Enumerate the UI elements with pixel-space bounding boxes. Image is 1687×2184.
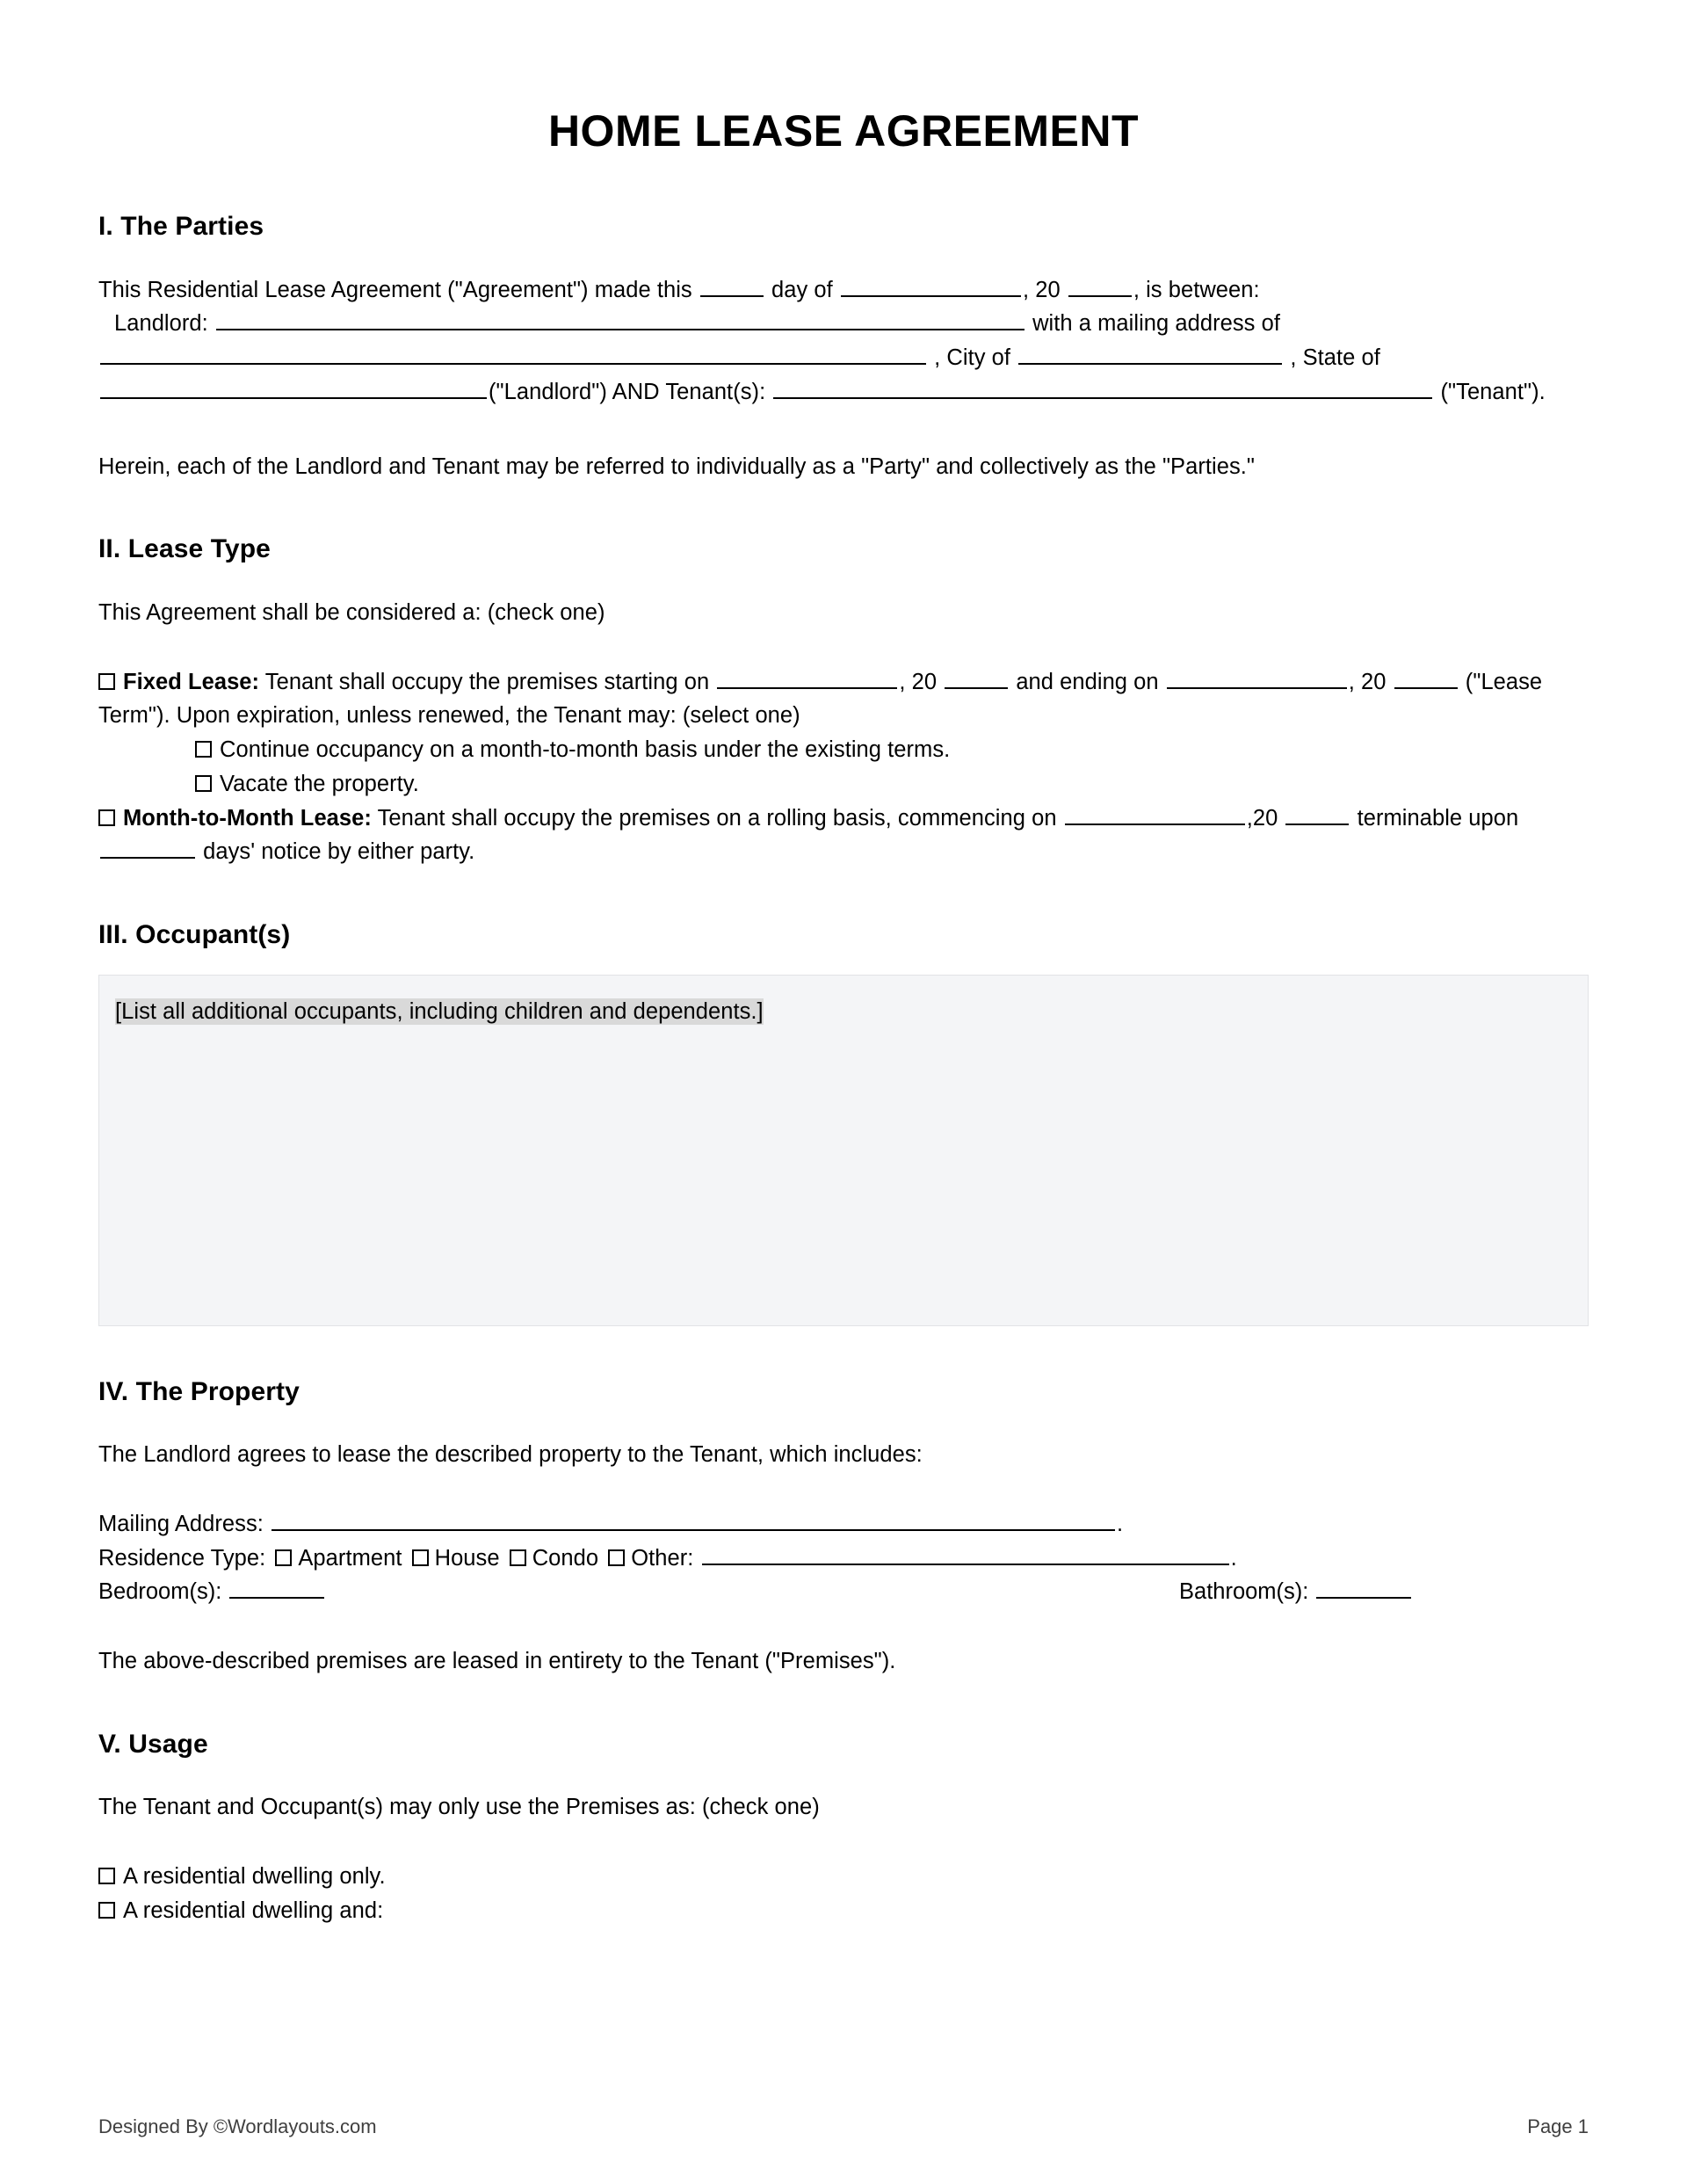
fixed-lease-text-d: , 20 — [1348, 669, 1387, 694]
state-blank[interactable] — [100, 376, 487, 399]
landlord-line — [98, 307, 1589, 341]
bathroom-count-blank[interactable] — [1316, 1576, 1411, 1599]
section-heading-lease-type: II. Lease Type — [98, 534, 271, 564]
fixed-start-year-blank[interactable] — [945, 665, 1008, 688]
mailing-address-line — [98, 1507, 1589, 1542]
month-blank[interactable] — [841, 273, 1021, 296]
residential-and-label: A residential dwelling and: — [123, 1897, 384, 1923]
residence-other-blank[interactable] — [702, 1542, 1229, 1564]
mtm-notice-days-blank[interactable] — [100, 836, 195, 859]
occupants-placeholder-text: [List all additional occupants, including children and dependents.] — [115, 998, 764, 1024]
year-blank[interactable] — [1068, 273, 1132, 296]
parties-intro-paragraph — [98, 273, 1589, 308]
fixed-start-date-blank[interactable] — [717, 665, 897, 688]
bedroom-bathroom-row — [98, 1575, 1589, 1609]
tenant-name-blank[interactable] — [773, 376, 1432, 399]
mailing-address-period: . — [1117, 1511, 1124, 1536]
parties-intro-c: , 20 — [1022, 277, 1061, 302]
state-label: , State of — [1290, 345, 1380, 370]
herein-paragraph: Herein, each of the Landlord and Tenant may be referred to individually as a "Party" and collectively as the "Parties." — [98, 453, 1255, 479]
residential-only-checkbox[interactable] — [98, 1868, 115, 1884]
mtm-text-c: terminable upon — [1357, 805, 1519, 831]
section-heading-occupants: III. Occupant(s) — [98, 920, 291, 949]
residence-house-checkbox[interactable] — [412, 1549, 429, 1566]
fixed-lease-checkbox[interactable] — [98, 673, 115, 690]
residence-apartment-checkbox[interactable] — [275, 1549, 292, 1566]
residential-and-checkbox[interactable] — [98, 1902, 115, 1919]
option-vacate-property[interactable] — [98, 767, 1589, 802]
footer-credit: Designed By ©Wordlayouts.com — [98, 2115, 377, 2137]
property-intro: The Landlord agrees to lease the described property to the Tenant, which includes: — [98, 1442, 923, 1467]
continue-occupancy-checkbox[interactable] — [195, 741, 212, 758]
landlord-address-text: with a mailing address of — [1032, 311, 1280, 337]
residence-option-apartment: Apartment — [298, 1545, 402, 1571]
residence-option-house: House — [434, 1545, 500, 1571]
page-title: HOME LEASE AGREEMENT — [547, 106, 1140, 156]
mailing-address-blank[interactable] — [272, 1508, 1115, 1531]
page-footer — [98, 2115, 1589, 2138]
fixed-lease-option[interactable] — [98, 665, 1589, 734]
city-label: , City of — [934, 345, 1011, 370]
bathroom-label: Bathroom(s): — [1179, 1579, 1309, 1605]
landlord-label: Landlord: — [114, 311, 208, 337]
mtm-text-a: Tenant shall occupy the premises on a rolling basis, commencing on — [377, 805, 1057, 831]
fixed-lease-text-b: , 20 — [899, 669, 938, 694]
residence-other-checkbox[interactable] — [608, 1549, 625, 1566]
parties-intro-d: , is between: — [1133, 277, 1260, 302]
residence-condo-checkbox[interactable] — [510, 1549, 526, 1566]
residence-type-line — [98, 1542, 1589, 1576]
fixed-end-date-blank[interactable] — [1167, 665, 1347, 688]
occupants-field-box[interactable] — [98, 975, 1589, 1326]
month-to-month-checkbox[interactable] — [98, 809, 115, 826]
state-tenant-line — [98, 375, 1589, 410]
landlord-paren: ("Landlord") AND Tenant(s): — [489, 379, 766, 404]
bathroom-group — [1179, 1575, 1413, 1609]
bedroom-group — [98, 1575, 1179, 1609]
option-continue-occupancy[interactable] — [98, 733, 1589, 767]
section-heading-usage: V. Usage — [98, 1729, 208, 1759]
section-heading-property: IV. The Property — [98, 1376, 300, 1406]
mtm-start-year-blank[interactable] — [1285, 802, 1349, 824]
residence-option-other-label: Other: — [631, 1545, 694, 1571]
premises-note: The above-described premises are leased in entirety to the Tenant ("Premises"). — [98, 1649, 896, 1673]
bedroom-label: Bedroom(s): — [98, 1579, 222, 1605]
usage-option-residential-only[interactable] — [98, 1860, 1589, 1894]
vacate-property-label: Vacate the property. — [220, 771, 419, 796]
fixed-lease-text-c: and ending on — [1016, 669, 1159, 694]
mtm-start-date-blank[interactable] — [1065, 802, 1245, 824]
landlord-address-line — [98, 341, 1589, 375]
vacate-property-checkbox[interactable] — [195, 775, 212, 792]
mtm-text-b: ,20 — [1246, 805, 1278, 831]
usage-option-residential-and[interactable] — [98, 1894, 1589, 1928]
city-blank[interactable] — [1018, 342, 1282, 365]
landlord-address-blank[interactable] — [100, 342, 926, 365]
fixed-lease-label: Fixed Lease: — [123, 669, 260, 694]
month-to-month-option[interactable] — [98, 802, 1589, 870]
fixed-end-year-blank[interactable] — [1394, 665, 1458, 688]
section-heading-parties: I. The Parties — [98, 212, 264, 241]
day-blank[interactable] — [700, 273, 764, 296]
parties-intro-a: This Residential Lease Agreement ("Agreement") made this — [98, 277, 692, 302]
tenant-paren: ("Tenant"). — [1440, 379, 1546, 404]
continue-occupancy-label: Continue occupancy on a month-to-month basis under the existing terms. — [220, 737, 951, 762]
residential-only-label: A residential dwelling only. — [123, 1864, 386, 1889]
mtm-text-d: days' notice by either party. — [203, 839, 475, 865]
footer-page-number: Page 1 — [1527, 2115, 1589, 2137]
residence-type-label: Residence Type: — [98, 1545, 266, 1571]
landlord-name-blank[interactable] — [216, 308, 1025, 330]
month-to-month-label: Month-to-Month Lease: — [123, 805, 372, 831]
lease-type-intro: This Agreement shall be considered a: (check one) — [98, 599, 605, 625]
parties-intro-b: day of — [771, 277, 833, 302]
residence-other-period: . — [1230, 1545, 1237, 1571]
fixed-lease-text-a: Tenant shall occupy the premises starting on — [264, 669, 710, 694]
mailing-address-label: Mailing Address: — [98, 1511, 264, 1536]
bedroom-count-blank[interactable] — [229, 1576, 324, 1599]
fixed-lease-text-e: ("Lease Term"). Upon expiration, unless renewed, the Tenant may: (select one) — [98, 669, 1543, 729]
usage-intro: The Tenant and Occupant(s) may only use the Premises as: (check one) — [98, 1795, 820, 1820]
residence-option-condo: Condo — [532, 1545, 599, 1571]
